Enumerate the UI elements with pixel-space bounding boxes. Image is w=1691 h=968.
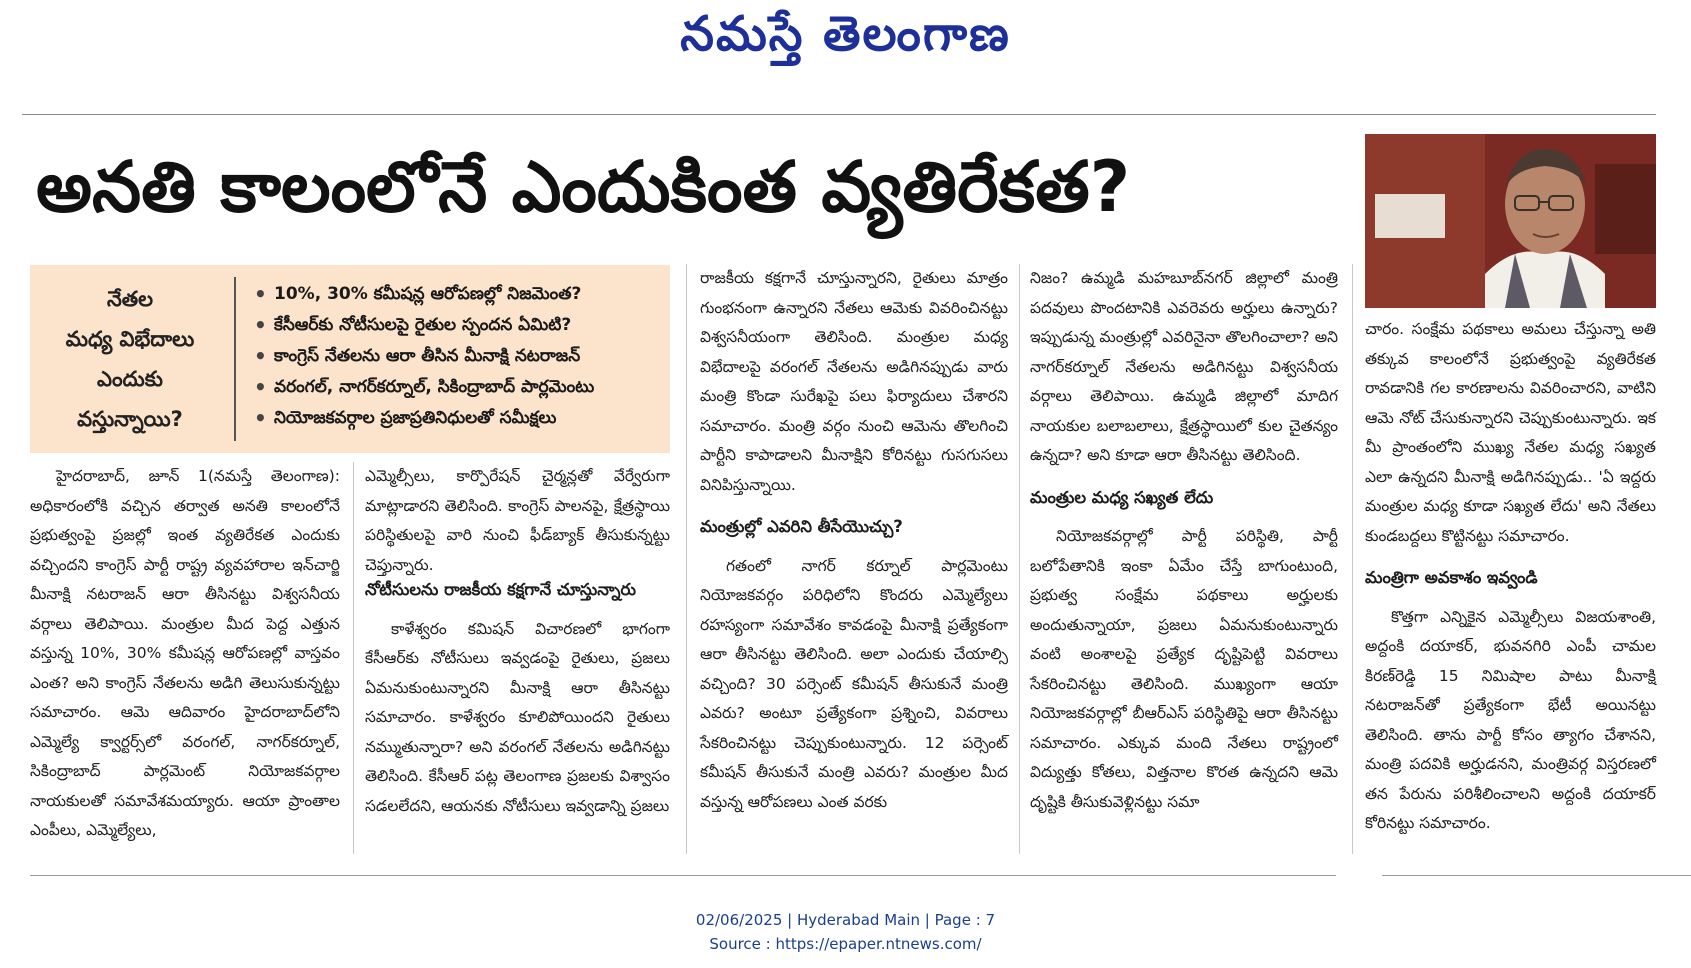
highlight-point: • నియోజకవర్గాల ప్రజాప్రతినిధులతో సమీక్షలు [252,403,594,434]
highlight-point: • వరంగల్, నాగర్‌కర్నూల్, సికింద్రాబాద్ పార్లమెంటు [252,372,594,403]
bottom-divider [30,875,1336,876]
paragraph: కొత్తగా ఎన్నికైన ఎమ్మెల్సీలు విజయశాంతి, అద్దంకి దయాకర్, భువనగిరి ఎంపీ చామల కిరణ్‌రెడ్డి 15 నిమిషాల పాటు మీనాక్షి నటరాజన్‌తో ప్రత్యేకంగా భేటీ అయినట్టు తెలిసింది. తాను పార్టీ కోసం త్యాగం చేశానని, మంత్రి పదవికి అర్హుడనని, మంత్రివర్గ విస్తరణలో తన పేరును పరిశీలించాలని అద్దంకి దయాకర్ కోరినట్టు సమాచారం. [1365,607,1656,832]
paragraph: నిజం? ఉమ్మడి మహబూబ్‌నగర్ జిల్లాలో మంత్రి పదవులు పొందటానికి ఎవరెవరు అర్హులు ఉన్నారు? ఇప్పుడున్న మంత్రుల్లో ఎవరినైనా తొలగించాలా? అని నాగర్‌కర్నూల్ నేతలను అడిగినట్టు విశ్వసనీయ వర్గాలు తెలిపాయి. ఉమ్మడి జిల్లాలో మాదిగ నాయకుల బలాబలాలు, క్షేత్రస్థాయిలో కుల చైతన్యం ఉన్నదా? అని కూడా ఆరా తీసినట్టు తెలిసింది. [1030,269,1338,464]
masthead-divider [22,114,1656,115]
highlight-lead-line: నేతల [107,287,153,311]
highlight-lead-line: ఎందుకు [97,367,163,391]
person-photo-icon [1365,134,1656,308]
footer-edition-info: 02/06/2025 | Hyderabad Main | Page : 7 [695,911,996,929]
paragraph: చారం. సంక్షేమ పథకాలు అమలు చేస్తున్నా అతి తక్కువ కాలంలోనే ప్రభుత్వంపై వ్యతిరేకత రావడానికి గల కారణాలను వివరించారని, వాటిని ఆమె నోట్ చేసుకున్నారని చెప్పుకుంటున్నారు. ఇక మీ ప్రాంతంలోని ముఖ్య నేతల మధ్య సఖ్యత ఎలా ఉన్నదని మీనాక్షి అడిగినప్పుడు.. 'ఏ ఇద్దరు మంత్రుల మధ్య కూడా సఖ్యత లేదు' అని నేతలు కుండబద్దలు కొట్టినట్టు సమాచారం. [1365,320,1656,545]
highlight-points [252,279,594,434]
highlight-lead-line: వస్తున్నాయి? [77,407,183,431]
subheading: మంత్రుల మధ్య సఖ్యత లేదు [1030,487,1214,507]
paragraph: గతంలో నాగర్ కర్నూల్ పార్లమెంటు నియోజకవర్గం పరిధిలోని కొందరు ఎమ్మెల్యేలు రహస్యంగా సమావేశం కావడంపై మీనాక్షి ప్రత్యేకంగా ఆరా తీసినట్టు తెలిసింది. అలా ఎందుకు చేయాల్సి వచ్చింది? 30 పర్సెంట్ కమీషన్ తీసుకునే మంత్రి ఎవరు? అంటూ ప్రత్యేకంగా ప్రశ్నించి, వివరాలు సేకరించినట్టు చెప్పుకుంటున్నారు. 12 పర్సెంట్ కమీషన్ తీసుకునే మంత్రి ఎవరు? మంత్రుల మీద వస్తున్న ఆరోపణలు ఎంత వరకు [700,556,1008,811]
highlight-lead [30,265,230,453]
footer-source[interactable]: Source : https://epaper.ntnews.com/ [709,935,982,953]
subheading: మంత్రుల్లో ఎవరిని తీసేయొచ్చు? [700,517,903,536]
paragraph: హైదరాబాద్, జూన్ 1(నమస్తే తెలంగాణ): అధికారంలోకి వచ్చిన తర్వాత అనతి కాలంలోనే ప్రభుత్వంపై ప్రజల్లో ఇంత వ్యతిరేకత ఎందుకు వచ్చిందని కాంగ్రెస్ పార్టీ రాష్ట్ర వ్యవహారాల ఇన్‌చార్జి మీనాక్షి నటరాజన్ ఆరా తీసినట్టు విశ్వసనీయ వర్గాలు తెలిపాయి. మంత్రుల మీద పెద్ద ఎత్తున వస్తున్న 10%, 30% కమీషన్ల ఆరోపణల్లో వాస్తవం ఎంత? అని కాంగ్రెస్ నేతలను అడిగి తెలుసుకున్నట్టు సమాచారం. ఆమె ఆదివారం హైదరాబాద్‌లోని ఎమ్మెల్యే క్వార్టర్స్‌లో వరంగల్, నాగర్‌కర్నూల్, సికింద్రాబాద్ పార్లమెంట్ నియోజకవర్గాల నాయకులతో సమావేశమయ్యారు. ఆయా ప్రాంతాల ఎంపీలు, ఎమ్మెల్యేలు, [30,467,340,839]
highlight-divider [234,277,236,441]
article-column-2-top [365,462,670,574]
subheading: నోటీసులను రాజకీయ కక్షగానే చూస్తున్నారు [365,580,636,599]
subheading: మంత్రిగా అవకాశం ఇవ్వండి [1365,568,1538,587]
article-column-1 [30,462,340,852]
column-divider [686,264,687,854]
highlight-box [30,265,670,453]
article-column-5 [1365,315,1656,855]
highlight-point: • 10%, 30% కమీషన్ల ఆరోపణల్లో నిజమెంత? [252,279,594,310]
headline: అనతి కాలంలోనే ఎందుకింత వ్యతిరేకత? [36,146,1131,228]
column-divider [353,462,354,854]
paragraph: రాజకీయ కక్షగానే చూస్తున్నారని, రైతులు మాత్రం గుంభనంగా ఉన్నారని నేతలు ఆమెకు వివరించినట్టు విశ్వసనీయంగా తెలిసింది. మంత్రుల మధ్య విభేదాలపై వరంగల్ నేతలను అడిగినప్పుడు వారు మంత్రి కొండా సురేఖపై పలు ఫిర్యాదులు చేశారని సమాచారం. మంత్రి వర్గం నుంచి ఆమెను తొలగించి పార్టీని కాపాడాలని మీనాక్షిని కోరినట్టు గుసగుసలు వినిపిస్తున్నాయి. [700,269,1008,494]
paragraph: కాళేశ్వరం కమిషన్ విచారణలో భాగంగా కేసీఆర్‌కు నోటీసులు ఇవ్వడంపై రైతులు, ప్రజలు ఏమనుకుంటున్నారని మీనాక్షి ఆరా తీసినట్టు సమాచారం. కాళేశ్వరం కూలిపోయిందని రైతులు నమ్ముతున్నారా? అని వరంగల్ నేతలను అడిగినట్టు తెలిసింది. కేసీఆర్ పట్ల తెలంగాణ ప్రజలకు విశ్వాసం సడలలేదని, ఆయనకు నోటీసులు ఇవ్వడాన్ని ప్రజలు [365,619,670,815]
paragraph: ఎమ్మెల్సీలు, కార్పొరేషన్ చైర్మన్లతో వేర్వేరుగా మాట్లాడారని తెలిసింది. కాంగ్రెస్ పాలనపై, క్షేత్రస్థాయి పరిస్థితులపై వారి నుంచి ఫీడ్‌బ్యాక్ తీసుకున్నట్టు చెప్తున్నారు. [365,467,670,574]
column-divider [1352,264,1353,854]
newspaper-logo: నమస్తే తెలంగాణ [680,6,1011,62]
article-column-4 [1030,264,1338,854]
footer [0,908,1691,956]
highlight-lead-line: మధ్య విభేదాలు [65,327,195,351]
column-divider [1019,264,1020,854]
bottom-divider-right [1382,875,1691,876]
highlight-point: • కేసీఆర్‌కు నోటీసులపై రైతుల స్పందన ఏమిటి? [252,310,594,341]
article-column-2 [365,575,670,853]
highlight-point: • కాంగ్రెస్ నేతలను ఆరా తీసిన మీనాక్షి నటరాజన్ [252,341,594,372]
article-column-3 [700,264,1008,854]
paragraph: నియోజకవర్గాల్లో పార్టీ పరిస్థితి, పార్టీ బలోపేతానికి ఇంకా ఏమేం చేస్తే బాగుంటుంది, ప్రభుత్వ సంక్షేమ పథకాలు అర్హులకు అందుతున్నాయా, ప్రజలు ఏమనుకుంటున్నారు వంటి అంశాలపై ప్రత్యేక దృష్టిపెట్టి వివరాలు సేకరించినట్టు తెలిసింది. ముఖ్యంగా ఆయా నియోజకవర్గాల్లో బీఆర్‌ఎస్ పరిస్థితిపై ఆరా తీసినట్టు సమాచారం. ఎక్కువ మంది నేతలు రాష్ట్రంలో విద్యుత్తు కోతలు, విత్తనాల కొరత ఉన్నదని ఆమె దృష్టికి తీసుకువెళ్లినట్టు సమా [1030,527,1338,811]
masthead [0,6,1691,74]
